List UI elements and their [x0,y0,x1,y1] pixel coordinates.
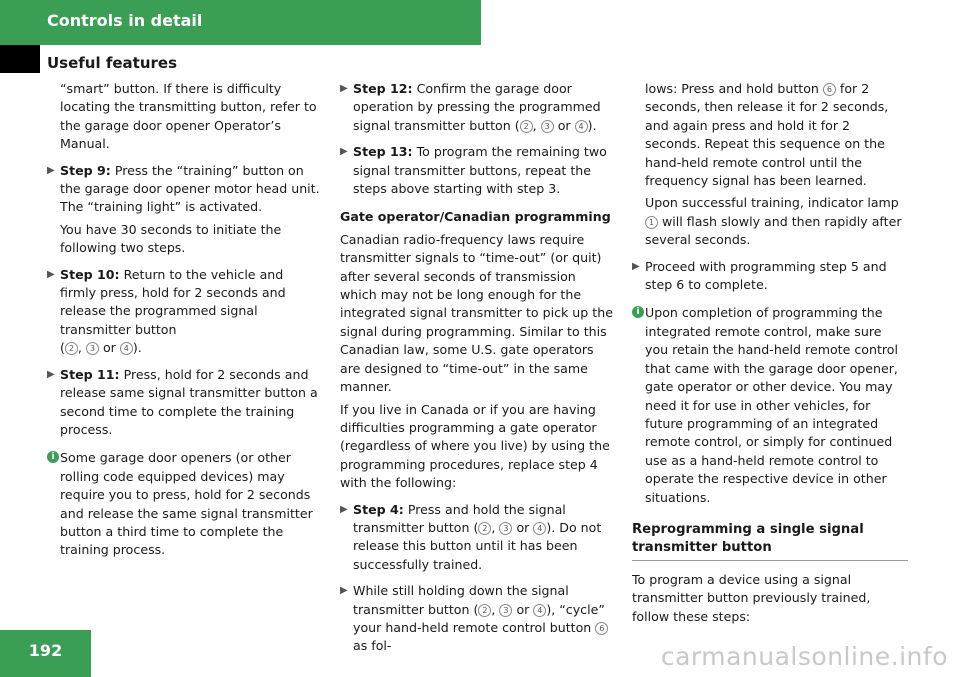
info-icon: i [47,451,59,463]
step-text: , “cycle” your hand-held remote control button [353,601,605,635]
step-text: . Do not release this button until it has been successfully trained. [353,519,602,572]
callout-4: 4 [575,120,588,133]
column-3 [632,80,908,630]
step-text: Press and hold the signal transmitter button [353,501,566,535]
step-text: While still holding down the signal transmitter button [353,583,569,617]
step-note: You have 30 seconds to initiate the following two steps. [60,221,282,256]
callout-6: 6 [823,83,836,96]
separator: , [77,340,86,356]
callout-2: 2 [520,120,533,133]
step-proceed [632,258,908,295]
step-13 [340,143,616,198]
paragraph: Canadian radio-frequency laws require transmitter signals to “time-out” (or quit) after several seconds of transmission which may not be long enough for the integrated signal transmitter to pick up the signal during programming. Similar to this Canadian law, some U.S. gate operators are designed to “time-out” in the same manner. [340,231,613,395]
callout-6: 6 [595,622,608,635]
callout-2: 2 [478,604,491,617]
section-title: Useful features [47,54,178,72]
step-label: Step 12: [353,81,413,96]
paragraph: If you live in Canada or if you are having difficulties programming a gate operator (regardless of where you live) by using the programming procedures, replace step 4 with the following: [340,401,610,491]
step-text: Confirm the garage door operation by pressing the programmed signal transmitter button [353,81,601,133]
callout-3: 3 [541,120,554,133]
step-text: Press the “training” button on the garage door opener motor head unit. [60,162,320,197]
separator: or [553,117,575,133]
callout-2: 2 [478,522,491,535]
column-1 [47,80,323,560]
step-9 [47,162,323,199]
separator: , [532,117,541,133]
arrow-icon: ▶ [340,146,348,158]
arrow-icon: ▶ [632,260,640,272]
info-text: Upon completion of programming the integrated remote control, make sure you retain the hand-held remote control that came with the garage door opener, gate operator or other device. You may need it for use in other vehicles, for future programming of an integrated remote control, or simply for continued use as a hand-held remote control to operate the respective device in other situations. [645,305,899,505]
callout-1: 1 [645,216,658,229]
arrow-icon: ▶ [340,585,348,597]
callout-4: 4 [533,522,546,535]
callout-3: 3 [499,522,512,535]
arrow-icon: ▶ [47,164,55,176]
arrow-icon: ▶ [340,503,348,515]
page-number-box [0,630,91,677]
text-fragment: lows: Press and hold button [645,81,819,96]
column-2 [340,80,616,656]
arrow-icon: ▶ [47,368,55,380]
text-fragment: Upon successful training, indicator lamp [645,195,899,211]
step-text: Proceed with programming step 5 and step 6 to complete. [645,258,887,293]
intro-text: “smart” button. If there is difficulty locating the transmitting button, refer to the garage door opener Operator’s Manual. [60,81,317,152]
step-4-alt: ▶ Step 4: Press and hold the signal transmitter button ( 2 , 3 or 4 ). Do not release this button until it has been successfully trained. [340,501,602,572]
separator: , [491,519,500,535]
arrow-icon: ▶ [340,83,348,94]
separator: or [512,519,534,535]
success-text [632,194,908,249]
step-12: ▶ Step 12: Confirm the garage door operation by pressing the programmed signal transmitter button ( 2 , 3 or 4 ). [340,81,601,133]
step-note: The “training light” is activated. [60,199,263,215]
chapter-title: Controls in detail [47,11,203,30]
step-text: Press, hold for 2 seconds and release same signal transmitter button a second time to complete the training process. [60,366,318,437]
arrow-icon: ▶ [47,268,55,280]
separator: , [491,601,500,617]
section-heading: Reprogramming a single signal transmitter button [632,521,908,561]
watermark: carmanualsonline.info [660,642,948,671]
step-label: Step 13: [353,144,413,160]
step-label: Step 4: [353,501,404,517]
text-fragment: will flash slowly and then rapidly after several seconds. [645,213,902,248]
step-10: ▶ Step 10: Return to the vehicle and firmly press, hold for 2 seconds and release the programmed signal transmitter button ( 2 , 3 or 4 ). [47,266,286,356]
subheading: Gate operator/Canadian programming [340,209,611,225]
info-text: Some garage door openers (or other rolling code equipped devices) may require you to press, hold for 2 seconds and release the same signal transmitter button a third time to complete the training process. [60,450,313,558]
continued-text [632,80,908,190]
step-label: Step 9: [60,162,111,178]
step-while-holding: ▶ While still holding down the signal transmitter button ( 2 , 3 or 4 ), “cycle” your hand-held remote control button 6 as fol- [340,582,616,656]
info-icon: i [632,306,644,318]
separator: or [512,601,534,617]
step-label: Step 11: [60,366,120,382]
text-fragment: for 2 seconds, then release it for 2 seconds, and again press and hold it for 2 seconds. Repeat this sequence on the hand-held remote control until the frequency signal has been learned. [645,81,889,189]
info-note [47,449,323,559]
callout-4: 4 [533,604,546,617]
separator: or [98,340,120,356]
page-number: 192 [28,641,63,660]
callout-3: 3 [86,342,99,355]
callout-3: 3 [499,604,512,617]
step-text: as fol- [353,638,392,654]
step-text: Return to the vehicle and firmly press, hold for 2 seconds and release the programmed signal transmitter button [60,266,286,337]
step-label: Step 10: [60,266,120,282]
step-11 [47,366,323,440]
paragraph: To program a device using a signal transmitter button previously trained, follow these steps: [632,571,871,624]
callout-4: 4 [120,342,133,355]
section-tab-marker [0,45,40,73]
step-text: To program the remaining two signal transmitter buttons, repeat the steps above starting with step 3. [353,144,607,197]
callout-2: 2 [65,342,78,355]
info-note [632,304,908,506]
